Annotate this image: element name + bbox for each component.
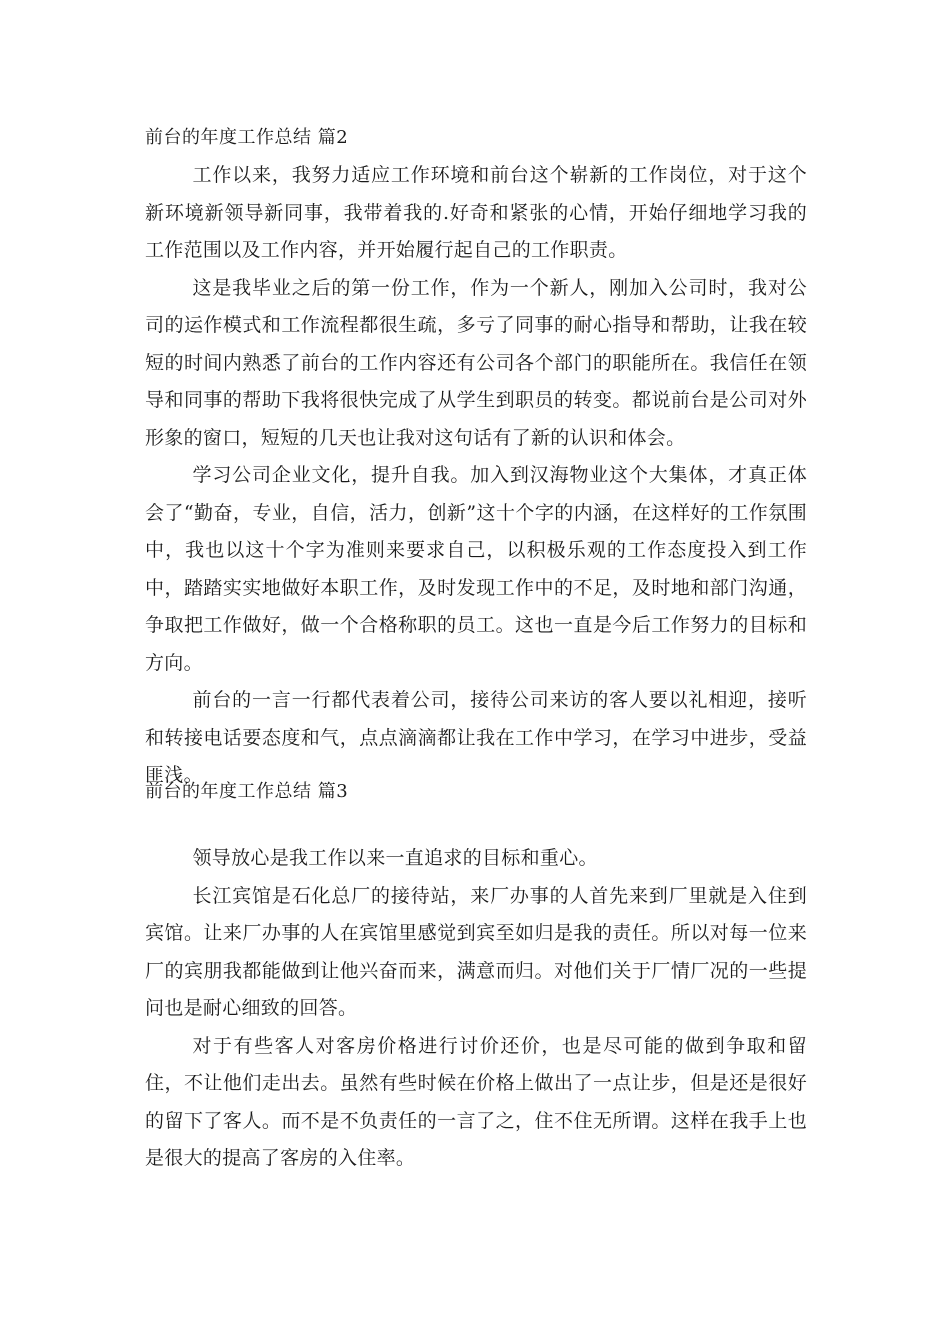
section-body bbox=[145, 840, 807, 1178]
paragraph: 领导放心是我工作以来一直追求的目标和重心。 bbox=[192, 847, 598, 869]
paragraph: 学习公司企业文化，提升自我。加入到汉海物业这个大集体，才真正体会了“勤奋，专业，自信，活力，创新”这十个字的内涵，在这样好的工作氛围中，我也以这十个字为准则来要求自己，以积极乐观的工作态度投入到工作中，踏踏实实地做好本职工作，及时发现工作中的不足，及时地和部门沟通，争取把工作做好，做一个合格称职的员工。这也一直是今后工作努力的目标和方向。 bbox=[145, 464, 807, 674]
section-heading: 前台的年度工作总结 篇2 bbox=[145, 127, 349, 148]
paragraph: 长江宾馆是石化总厂的接待站，来厂办事的人首先来到厂里就是入住到宾馆。让来厂办事的人在宾馆里感觉到宾至如归是我的责任。所以对每一位来厂的宾朋我都能做到让他兴奋而来，满意而归。对他们关于厂情厂况的一些提问也是耐心细致的回答。 bbox=[145, 884, 807, 1019]
paragraph: 这是我毕业之后的第一份工作，作为一个新人，刚加入公司时，我对公司的运作模式和工作流程都很生疏，多亏了同事的耐心指导和帮助，让我在较短的时间内熟悉了前台的工作内容还有公司各个部门的职能所在。我信任在领导和同事的帮助下我将很快完成了从学生到职员的转变。都说前台是公司对外形象的窗口，短短的几天也让我对这句话有了新的认识和体会。 bbox=[145, 276, 807, 449]
section-body bbox=[145, 157, 807, 795]
paragraph: 前台的一言一行都代表着公司，接待公司来访的客人要以礼相迎，接听和转接电话要态度和气，点点滴滴都让我在工作中学习，在学习中进步，受益匪浅。 bbox=[145, 689, 807, 786]
paragraph: 工作以来，我努力适应工作环境和前台这个崭新的工作岗位，对于这个新环境新领导新同事，我带着我的.好奇和紧张的心情，开始仔细地学习我的工作范围以及工作内容，并开始履行起自己的工作职责。 bbox=[145, 164, 807, 261]
section-heading: 前台的年度工作总结 篇3 bbox=[145, 781, 349, 802]
paragraph: 对于有些客人对客房价格进行讨价还价，也是尽可能的做到争取和留住，不让他们走出去。虽然有些时候在价格上做出了一点让步，但是还是很好的留下了客人。而不是不负责任的一言了之，住不住无所谓。这样在我手上也是很大的提高了客房的入住率。 bbox=[145, 1034, 807, 1169]
